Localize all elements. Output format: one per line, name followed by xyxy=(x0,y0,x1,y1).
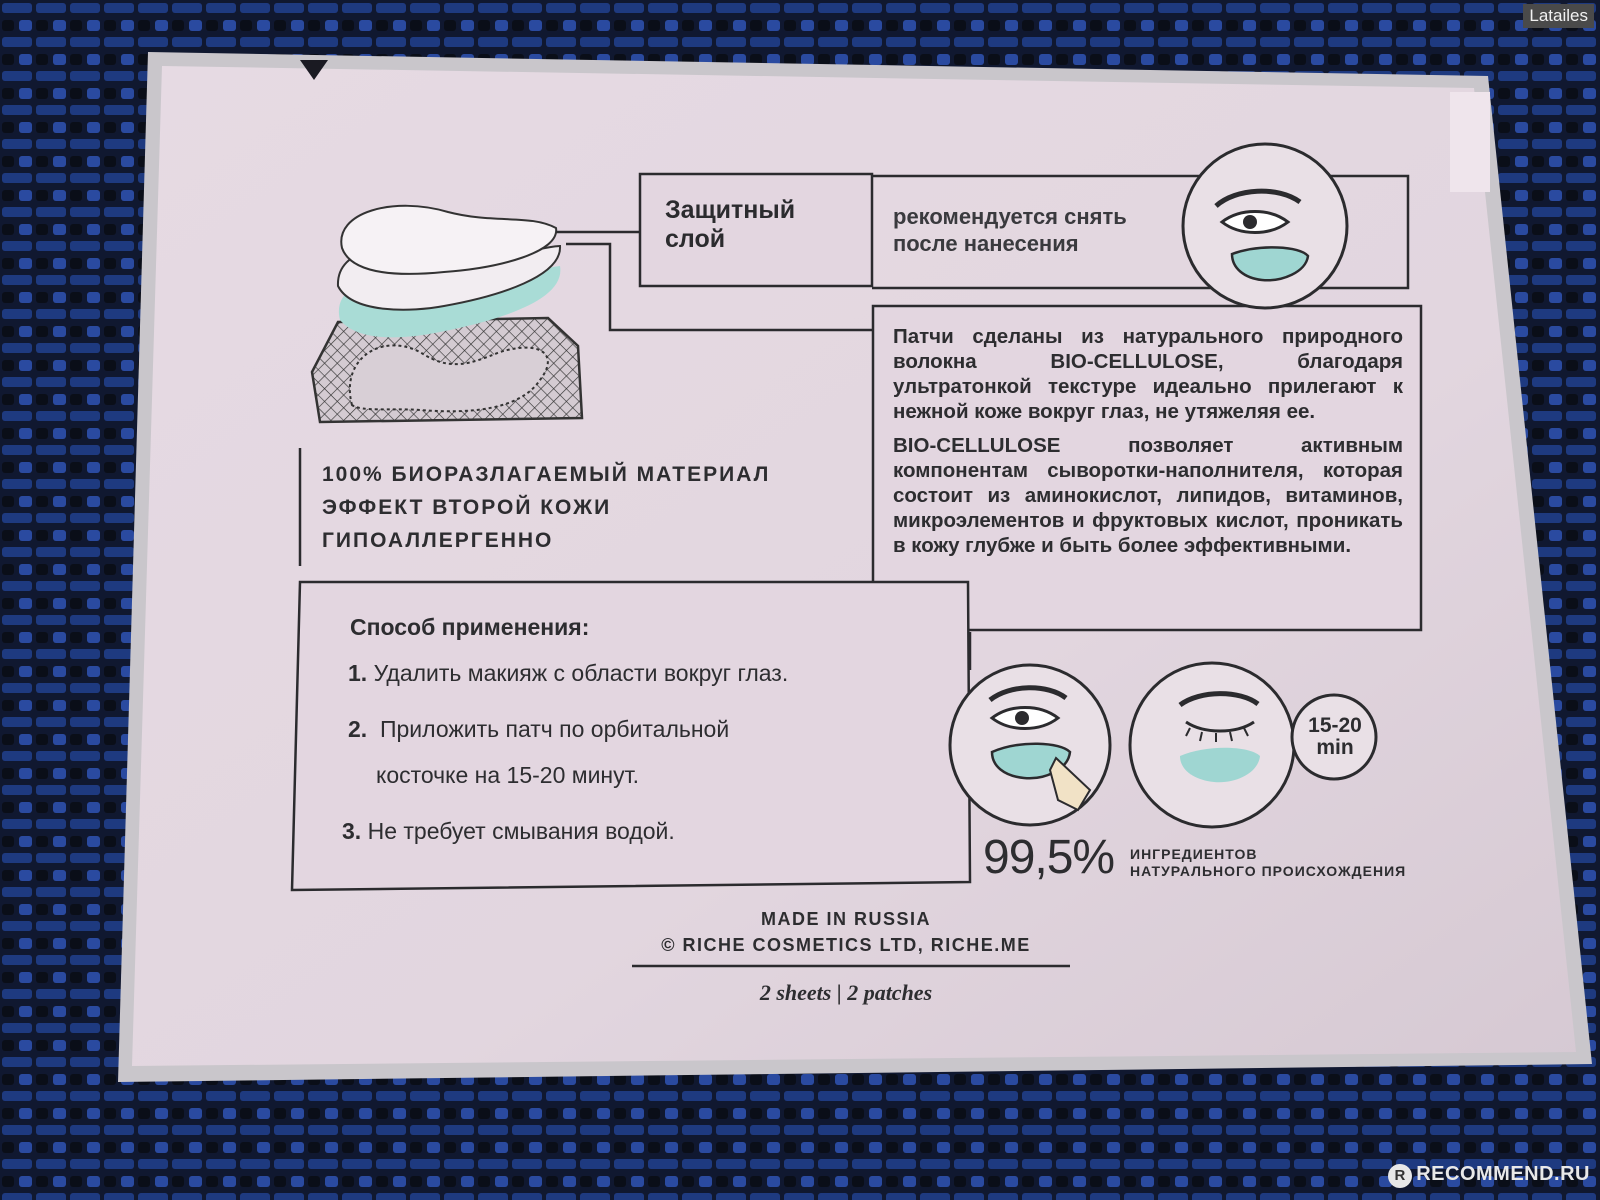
natural-caption-line: ИНГРЕДИЕНТОВ xyxy=(1130,846,1258,862)
description-paragraph-1: Патчи сделаны из натурального природного волокна BIO-CELLULOSE, благодаря ультратонкой текстуре идеально прилегают к нежной коже вокруг глаз, не утяжеляя ее. xyxy=(893,325,1403,423)
layer-label: Защитный слой xyxy=(665,196,796,253)
package-count: 2 sheets | 2 patches xyxy=(759,980,933,1005)
usage-title: Способ применения: xyxy=(350,614,590,640)
watermark-logo: R xyxy=(1388,1164,1412,1188)
timer-unit: min xyxy=(1316,736,1354,759)
layer-recommendation: рекомендуется снять после нанесения xyxy=(893,204,1127,256)
watermark-site-text: RECOMMEND.RU xyxy=(1416,1163,1590,1185)
watermark-site xyxy=(1388,1163,1590,1188)
manufacturer-info xyxy=(560,906,1132,958)
features-list xyxy=(322,458,770,557)
description-text xyxy=(893,324,1403,567)
feature-item: ГИПОАЛЛЕРГЕННО xyxy=(322,529,554,552)
natural-caption-line: НАТУРАЛЬНОГО ПРОИСХОЖДЕНИЯ xyxy=(1130,863,1407,879)
usage-step: 3. Не требует смывания водой. xyxy=(342,818,675,844)
natural-percent: 99,5% xyxy=(983,831,1115,884)
closed-eye-icon xyxy=(1130,663,1294,827)
description-paragraph-2: BIO-CELLULOSE позволяет активным компонентам сыворотки-наполнителя, которая состоит из аминокислот, липидов, витаминов, микроэлементов и фруктовых кислот, проникать в кожу глубже и быть более эффективными. xyxy=(893,434,1403,557)
copyright: © RICHE COSMETICS LTD, RICHE.ME xyxy=(661,935,1031,955)
usage-step-continued: косточке на 15-20 минут. xyxy=(376,762,639,788)
made-in: MADE IN RUSSIA xyxy=(760,909,931,929)
usage-step: 1. Удалить макияж с области вокруг глаз. xyxy=(348,660,789,686)
timer-text xyxy=(1290,715,1380,759)
watermark-author: Latailes xyxy=(1523,4,1594,28)
feature-item: ЭФФЕКТ ВТОРОЙ КОЖИ xyxy=(322,496,612,519)
eye-patch-icon xyxy=(1183,144,1347,308)
usage-step: 2. Приложить патч по орбитальной xyxy=(348,716,730,742)
apply-patch-icon xyxy=(950,665,1110,825)
feature-item: 100% БИОРАЗЛАГАЕМЫЙ МАТЕРИАЛ xyxy=(322,463,771,486)
natural-caption xyxy=(1130,846,1406,880)
timer-value: 15-20 xyxy=(1308,714,1362,737)
